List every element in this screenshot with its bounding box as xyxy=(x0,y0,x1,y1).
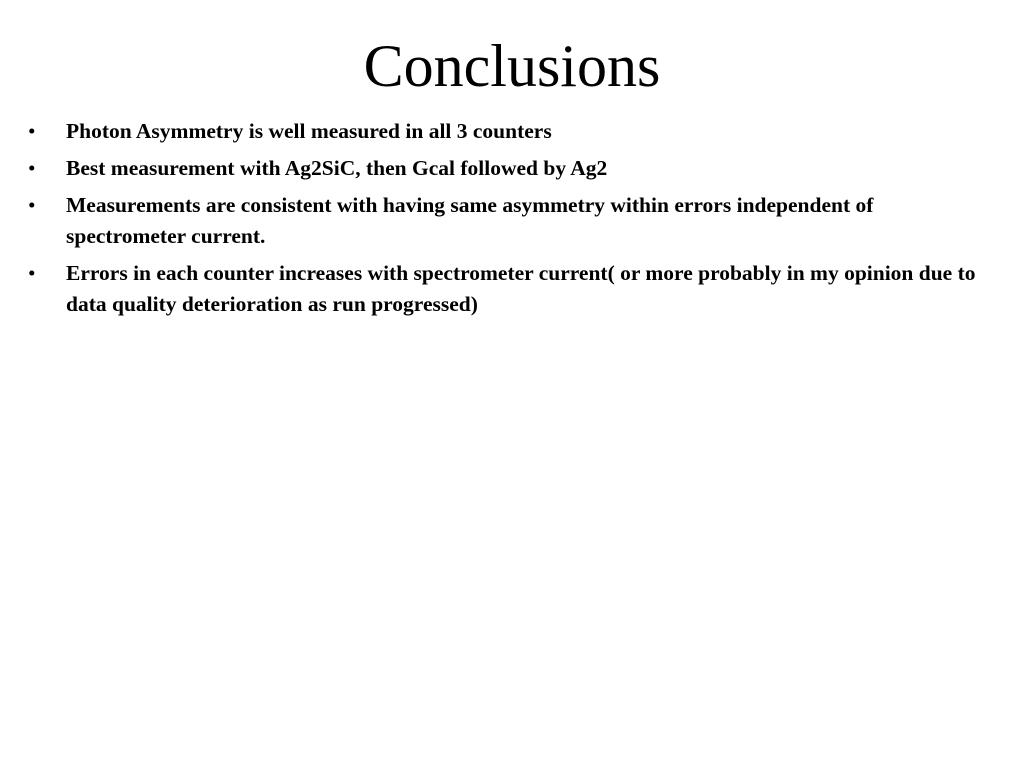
bullet-text: Errors in each counter increases with spectrometer current( or more probably in my opinion due to data quality deterioration as run progressed) xyxy=(66,261,976,316)
bullet-item xyxy=(28,258,994,320)
bullet-icon: • xyxy=(28,261,36,285)
bullet-item xyxy=(28,190,994,252)
bullet-icon: • xyxy=(28,193,36,217)
bullet-list xyxy=(28,116,994,326)
slide-title: Conclusions xyxy=(363,33,661,99)
bullet-icon: • xyxy=(28,156,36,180)
bullet-text: Best measurement with Ag2SiC, then Gcal followed by Ag2 xyxy=(66,156,608,180)
bullet-item xyxy=(28,116,994,147)
bullet-text: Measurements are consistent with having same asymmetry within errors independent of spectrometer current. xyxy=(66,193,874,248)
bullet-item xyxy=(28,153,994,184)
bullet-icon: • xyxy=(28,119,36,143)
bullet-text: Photon Asymmetry is well measured in all 3 counters xyxy=(66,119,552,143)
